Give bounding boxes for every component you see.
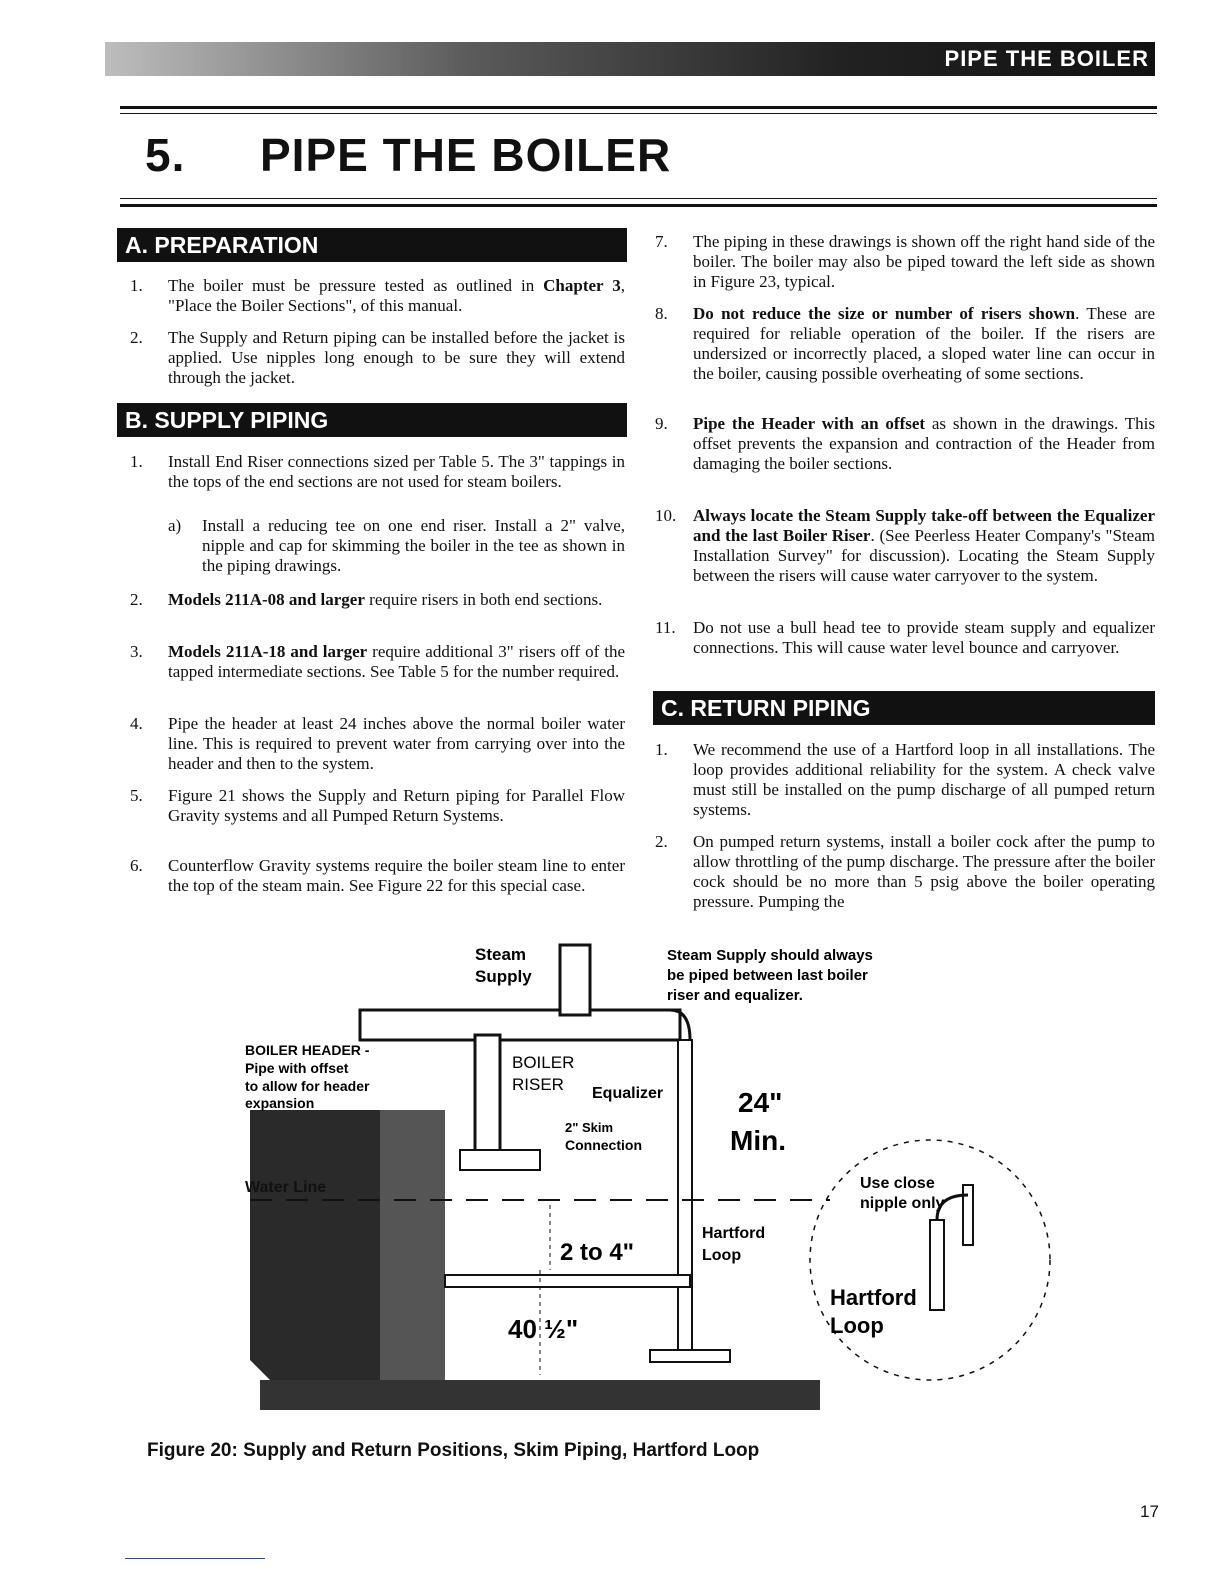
boiler-header-pipe <box>360 1010 680 1040</box>
item-text: We recommend the use of a Hartford loop in all installations. The loop provides additional reliability for the system. A check valve must still be installed on the pump discharge of all pumped return systems. <box>693 740 1155 819</box>
item-text: Install End Riser connections sized per Table 5. The 3" tappings in the tops of the end sections are not used for steam boilers. <box>168 452 625 491</box>
height-label: 40 ½" <box>508 1314 579 1344</box>
footer-rule <box>125 1558 265 1559</box>
riser-label-1: BOILER <box>512 1053 575 1072</box>
water-line-label: Water Line <box>245 1179 327 1196</box>
item-number: 8. <box>655 304 668 323</box>
banner-text: PIPE THE BOILER <box>944 46 1149 71</box>
header-label-2: Pipe with offset <box>245 1060 349 1076</box>
item-number: 4. <box>130 714 143 733</box>
item-text: The boiler must be pressure tested as outlined in Chapter 3, "Place the Boiler Sections", of this manual. <box>168 276 625 315</box>
header-label-3: to allow for header <box>245 1078 370 1094</box>
skim-tee <box>460 1150 540 1170</box>
header-banner <box>105 42 1155 76</box>
item-text: The piping in these drawings is shown off the right hand side of the boiler. The boiler may also be piped toward the left side as shown in Figure 23, typical. <box>693 232 1155 291</box>
item-number: 1. <box>130 452 143 471</box>
floor-base <box>260 1380 820 1410</box>
riser-label-2: RISER <box>512 1075 564 1094</box>
item-number: 2. <box>655 832 668 851</box>
item-number: a) <box>168 516 182 535</box>
note-line-2: be piped between last boiler <box>667 967 868 984</box>
item-text: Figure 21 shows the Supply and Return piping for Parallel Flow Gravity systems and all Pumped Return Systems. <box>168 786 625 825</box>
item-number: 9. <box>655 414 668 433</box>
section-heading-preparation: A. PREPARATION <box>117 228 627 262</box>
section-heading-supply-piping: B. SUPPLY PIPING <box>117 403 627 437</box>
page-title <box>145 128 671 182</box>
steam-supply-label-2: Supply <box>475 967 532 986</box>
skim-label-1: 2" Skim <box>565 1120 614 1135</box>
range-label: 2 to 4" <box>560 1239 635 1266</box>
big-hartford-label-2: Loop <box>830 1313 884 1338</box>
item-text: Pipe the header at least 24 inches above the normal boiler water line. This is required to prevent water from carrying over into the header and then to the system. <box>168 714 625 773</box>
item-number: 2. <box>130 590 143 609</box>
item-text: Always locate the Steam Supply take-off between the Equalizer and the last Boiler Riser. (See Peerless Heater Company's "Steam Installation Survey" for discussion). Locating the Steam Supply between the risers will cause water carryover to the system. <box>693 506 1155 585</box>
item-number: 1. <box>655 740 668 759</box>
item-text: Counterflow Gravity systems require the boiler steam line to enter the top of the steam main. See Figure 22 for this special case. <box>168 856 625 895</box>
header-label-4: expansion <box>245 1095 315 1111</box>
return-pipe <box>445 1275 690 1287</box>
item-text: On pumped return systems, install a boiler cock after the pump to allow throttling of the pump discharge. The pressure after the boiler cock should be no more than 5 psig above the boiler operating pressure. Pumping the <box>693 832 1155 911</box>
chapter-title-text: PIPE THE BOILER <box>260 129 672 181</box>
close-nipple-label-1: Use close <box>860 1175 935 1192</box>
item-text: Install a reducing tee on one end riser. Install a 2" valve, nipple and cap for skimming the boiler in the tee as shown in the piping drawings. <box>202 516 625 575</box>
close-nipple-label-2: nipple only <box>860 1195 945 1212</box>
steam-supply-pipe <box>560 945 590 1015</box>
boiler-jacket <box>380 1110 445 1380</box>
title-rule-bottom-thin <box>120 198 1157 199</box>
item-text: Models 211A-18 and larger require additional 3" risers off of the tapped intermediate sections. See Table 5 for the number required. <box>168 642 626 681</box>
skim-label-2: Connection <box>565 1137 642 1153</box>
equalizer-bottom-pipe <box>650 1350 730 1362</box>
page-number: 17 <box>1140 1502 1159 1521</box>
boiler-piping-diagram <box>230 940 1060 1420</box>
equalizer-label: Equalizer <box>592 1085 664 1102</box>
item-text: Pipe the Header with an offset as shown in the drawings. This offset prevents the expansion and contraction of the Header from damaging the boiler sections. <box>693 414 1155 473</box>
header-label-1: BOILER HEADER - <box>245 1042 370 1058</box>
item-number: 11. <box>655 618 676 637</box>
hartford-detail-pipe <box>930 1220 944 1310</box>
item-text: Models 211A-08 and larger require risers in both end sections. <box>168 590 603 609</box>
note-line-3: riser and equalizer. <box>667 987 803 1004</box>
steam-supply-label-1: Steam <box>475 945 527 964</box>
title-rule-top <box>120 106 1157 109</box>
item-number: 2. <box>130 328 143 347</box>
item-number: 10. <box>655 506 677 525</box>
item-number: 1. <box>130 276 143 295</box>
item-text: The Supply and Return piping can be installed before the jacket is applied. Use nipples long enough to be sure they will extend through the jacket. <box>168 328 625 387</box>
title-rule-bottom <box>120 204 1157 207</box>
chapter-number: 5. <box>145 129 186 181</box>
title-rule-top-thin <box>120 113 1157 114</box>
item-text: Do not reduce the size or number of risers shown. These are required for reliable operation of the boiler. If the risers are undersized or incorrectly placed, a sloped water line can occur in the boiler, causing possible overheating of some sections. <box>693 304 1155 383</box>
item-text: Do not use a bull head tee to provide steam supply and equalizer connections. This will cause water level bounce and carryover. <box>693 618 1155 657</box>
min-height-label: Min. <box>730 1125 786 1156</box>
note-line-1: Steam Supply should always <box>667 947 873 964</box>
section-heading-return-piping: C. RETURN PIPING <box>653 691 1155 725</box>
big-hartford-label-1: Hartford <box>830 1285 917 1310</box>
min-height-value: 24" <box>738 1087 783 1118</box>
item-number: 7. <box>655 232 668 251</box>
figure-caption: Figure 20: Supply and Return Positions, Skim Piping, Hartford Loop <box>147 1440 760 1461</box>
boiler-riser-pipe <box>475 1035 500 1155</box>
item-number: 3. <box>130 642 143 661</box>
hartford-label-2: Loop <box>702 1247 742 1264</box>
item-number: 5. <box>130 786 143 805</box>
hartford-label-1: Hartford <box>702 1225 766 1242</box>
item-number: 6. <box>130 856 143 875</box>
